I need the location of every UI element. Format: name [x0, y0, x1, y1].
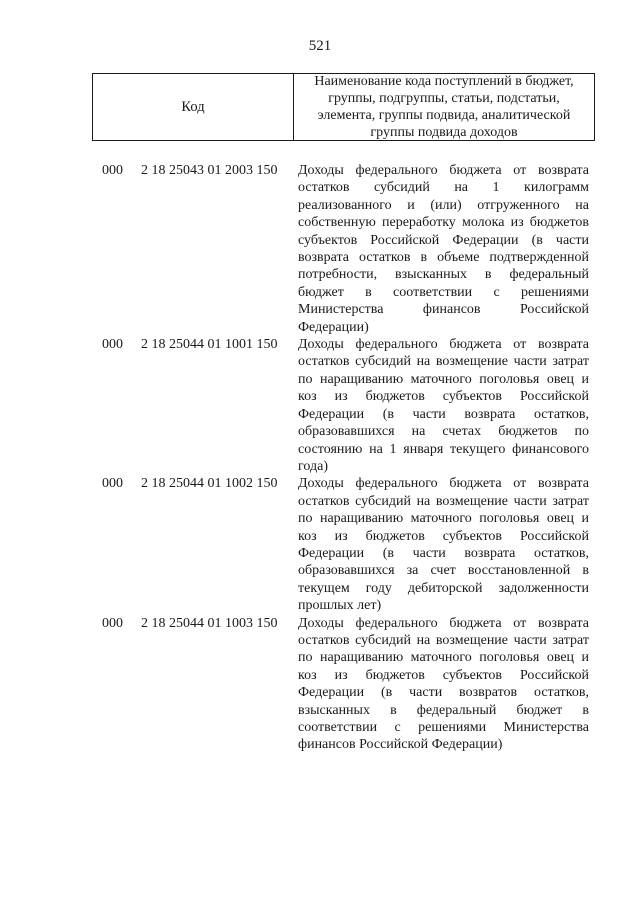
- table-row: [0, 615, 640, 754]
- row-admin-code: 000: [102, 476, 123, 492]
- row-income-code: 2 18 25044 01 1002 150: [141, 476, 278, 492]
- page-number: 521: [308, 38, 332, 54]
- row-income-code: 2 18 25044 01 1001 150: [141, 337, 278, 353]
- row-income-code: 2 18 25043 01 2003 150: [141, 163, 278, 178]
- row-description: Доходы федерального бюджета от возврата остатков субсидий на возмещение части затрат по наращиванию маточного поголовья овец и коз из бюджетов субъектов Российской Федерации (в части возврата остатков, образовавшихся на счетах бюджетов по состоянию на 1 января текущего финансового года): [298, 337, 589, 474]
- table-row: [0, 162, 640, 336]
- table-row: [0, 475, 640, 614]
- row-description: Доходы федерального бюджета от возврата остатков субсидий на возмещение части затрат по наращиванию маточного поголовья овец и коз из бюджетов субъектов Российской Федерации (в части возвратов остатков, взысканных в федеральный бюджет в соответствии с решениями Министерства финансов Российской Федерации): [298, 615, 589, 753]
- table-header: [92, 73, 595, 141]
- row-description: Доходы федерального бюджета от возврата остатков субсидий на 1 килограмм реализованного и (или) отгруженного на собственную переработку молока из бюджетов субъектов Российской Федерации (в части возврата остатков в объеме подтвержденной потребности, взысканных в федеральный бюджет в соответствии с решениями Министерства финансов Российской Федерации): [298, 163, 589, 335]
- row-admin-code: 000: [102, 337, 123, 353]
- row-income-code: 2 18 25044 01 1003 150: [141, 615, 278, 631]
- table-row: [0, 336, 640, 475]
- row-admin-code: 000: [102, 163, 123, 178]
- table-body: [0, 162, 640, 754]
- header-code-cell: Код: [93, 74, 294, 140]
- header-name-cell: Наименование кода поступлений в бюджет, группы, подгруппы, статьи, подстатьи, элемента, группы подвида, аналитической группы подвида доходов: [314, 74, 574, 140]
- row-admin-code: 000: [102, 615, 123, 631]
- row-description: Доходы федерального бюджета от возврата остатков субсидий на возмещение части затрат по наращиванию маточного поголовья овец и коз из бюджетов субъектов Российской Федерации (в части возврата остатков, образовавшихся за счет восстановленной в текущем году дебиторской задолженности прошлых лет): [298, 476, 589, 614]
